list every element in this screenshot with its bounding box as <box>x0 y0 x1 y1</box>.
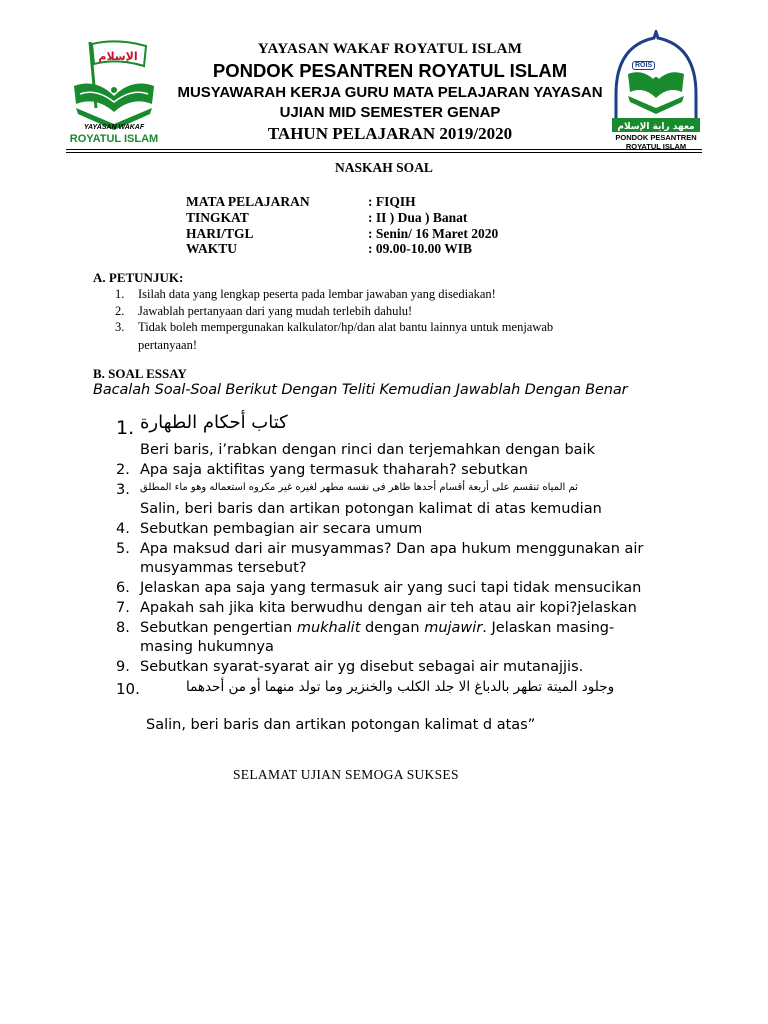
logo-arabic-banner: معهد راية الإسلام <box>617 122 695 132</box>
question-text: Beri baris, i’rabkan dengan rinci dan terjemahkan dengan baik <box>140 442 595 458</box>
question-text: Salin, beri baris dan artikan potongan kalimat di atas kemudian <box>140 501 602 517</box>
info-label: TINGKAT <box>186 210 249 225</box>
question-arabic-text: وجلود الميتة تطهر بالدباغ الا جلد الكلب والخنزير وما تولد منهما أو من أحدهما <box>186 679 615 695</box>
info-row <box>186 194 416 210</box>
question-arabic-text: ثم المياه تنقسم على أربعة أقسام أحدها طاهر فى نفسه مطهر لغيره غير مكروه استعماله وهو ماء المطلق <box>140 482 578 493</box>
question-text: Salin, beri baris dan artikan potongan kalimat d atas” <box>146 717 536 733</box>
q8-text-mid: dengan <box>360 620 425 636</box>
info-label: HARI/TGL <box>186 226 254 241</box>
document-title: NASKAH SOAL <box>335 160 433 175</box>
info-label: MATA PELAJARAN <box>186 194 310 209</box>
question-number: 6. <box>116 580 130 596</box>
question-number: 1. <box>116 417 135 439</box>
academic-year: TAHUN PELAJARAN 2019/2020 <box>267 124 513 143</box>
question-number: 4. <box>116 521 130 537</box>
section-b-heading: B. SOAL ESSAY <box>93 366 187 381</box>
question-arabic-text: كتاب أحكام الطهارة <box>140 412 288 433</box>
logo-line1: YAYASAN WAKAF <box>83 124 145 131</box>
question-text: Jelaskan apa saja yang termasuk air yang suci tapi tidak mensucikan <box>140 580 642 596</box>
info-row <box>186 241 472 257</box>
council-name: MUSYAWARAH KERJA GURU MATA PELAJARAN YAYASAN <box>177 84 603 101</box>
yayasan-logo <box>66 38 162 150</box>
question-text: Sebutkan syarat-syarat air yg disebut sebagai air mutanajjis. <box>140 659 584 675</box>
instruction-text: Isilah data yang lengkap peserta pada lembar jawaban yang disediakan! <box>138 287 496 301</box>
instruction-text: Tidak boleh mempergunakan kalkulator/hp/dan alat bantu lainnya untuk menjawab <box>138 320 554 334</box>
instruction-number: 3. <box>115 320 125 334</box>
question-text: Apakah sah jika kita berwudhu dengan air teh atau air kopi?jelaskan <box>140 600 637 616</box>
logo-right-line2: ROYATUL ISLAM <box>625 142 687 151</box>
question-number: 8. <box>116 620 130 636</box>
info-row <box>186 210 467 226</box>
closing-message: SELAMAT UJIAN SEMOGA SUKSES <box>233 767 459 782</box>
question-text-continuation: masing hukumnya <box>140 639 274 655</box>
instruction-text: Jawablah pertanyaan dari yang mudah terlebih dahulu! <box>138 304 413 318</box>
foundation-name: YAYASAN WAKAF ROYATUL ISLAM <box>257 41 523 57</box>
question-text: Sebutkan pembagian air secara umum <box>140 521 423 537</box>
logo-line2: ROYATUL ISLAM <box>69 133 159 145</box>
question-number: 2. <box>116 462 130 478</box>
question-text: Apa maksud dari air musyammas? Dan apa hukum menggunakan air <box>140 541 644 557</box>
term-mukhalit: mukhalit <box>296 620 361 636</box>
section-a-heading: A. PETUNJUK: <box>93 270 184 285</box>
rois-badge: ROIS <box>632 61 655 70</box>
question-number: 9. <box>116 659 130 675</box>
question-number: 10. <box>116 680 140 698</box>
info-value: : FIQIH <box>368 194 416 209</box>
info-row <box>186 226 498 242</box>
exam-name: UJIAN MID SEMESTER GENAP <box>279 104 501 121</box>
q8-text-start: Sebutkan pengertian <box>140 620 297 636</box>
flag-arabic-text: الإسلام <box>98 50 138 63</box>
info-value: : Senin/ 16 Maret 2020 <box>368 226 499 241</box>
pesantren-logo <box>608 30 704 152</box>
q8-text-end: . Jelaskan masing- <box>482 620 615 636</box>
info-label: WAKTU <box>186 241 238 256</box>
header-divider-thin <box>66 152 702 153</box>
question-text <box>140 620 614 636</box>
info-value: : II ) Dua ) Banat <box>368 210 468 225</box>
question-number: 5. <box>116 541 130 557</box>
instruction-number: 2. <box>115 304 125 318</box>
logo-right-line1: PONDOK PESANTREN <box>615 133 697 142</box>
question-number: 3. <box>116 482 130 498</box>
question-text: Apa saja aktifitas yang termasuk thaharah? sebutkan <box>140 462 528 478</box>
info-value: : 09.00-10.00 WIB <box>368 241 473 256</box>
question-text-continuation: musyammas tersebut? <box>140 560 307 576</box>
header-divider <box>66 149 702 150</box>
instruction-number: 1. <box>115 287 125 301</box>
school-name: PONDOK PESANTREN ROYATUL ISLAM <box>212 60 568 81</box>
question-number: 7. <box>116 600 130 616</box>
instruction-text: pertanyaan! <box>138 338 197 352</box>
term-mujawir: mujawir <box>424 620 483 636</box>
essay-instruction: Bacalah Soal-Soal Berikut Dengan Teliti Kemudian Jawablah Dengan Benar <box>93 382 628 398</box>
